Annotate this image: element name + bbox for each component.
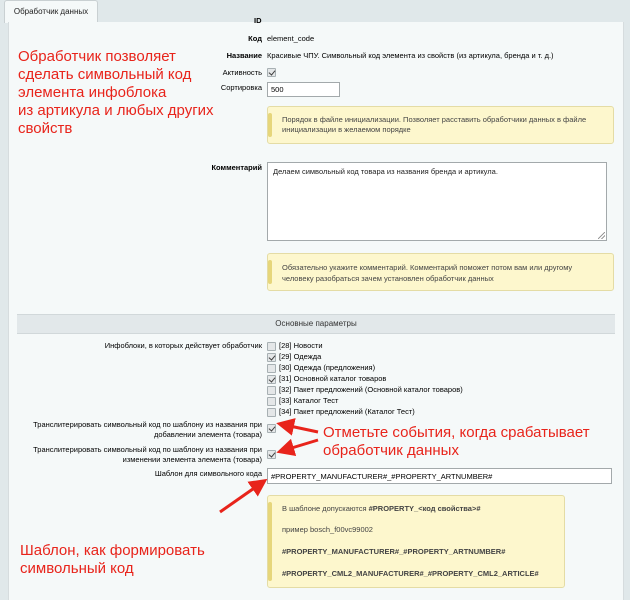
- iblock-label: [30] Одежда (предложения): [279, 363, 376, 372]
- annotation-overview-line2: сделать символьный код: [18, 66, 192, 83]
- annotation-template-line2: символьный код: [20, 560, 134, 577]
- code-value: element_code: [267, 34, 315, 43]
- translit-edit-label: [19, 445, 262, 465]
- translit-add-label: [19, 420, 262, 440]
- translit-edit-line1: Транслитерировать символьный код по шаблону из названия при: [33, 445, 262, 454]
- template-hint-prefix: В шаблоне допускаются: [282, 504, 369, 513]
- iblock-checkbox[interactable]: [267, 397, 276, 406]
- iblock-label: [29] Одежда: [279, 352, 322, 361]
- iblock-label: [32] Пакет предложений (Основной каталог товаров): [279, 385, 463, 394]
- iblock-checkbox[interactable]: [267, 375, 276, 384]
- annotation-overview-line1: Обработчик позволяет: [18, 48, 176, 65]
- template-hint-code: #PROPERTY_<код свойства>#: [368, 504, 481, 513]
- translit-edit-checkbox[interactable]: [267, 450, 276, 459]
- annotation-overview-line3: элемента инфоблока: [18, 84, 167, 101]
- annotation-overview-line5: свойств: [18, 120, 73, 137]
- iblocks-label: Инфоблоки, в которых действует обработчик: [104, 341, 262, 350]
- template-sample-2: #PROPERTY_CML2_MANUFACTURER#_#PROPERTY_CML2_ARTICLE#: [282, 569, 539, 578]
- iblock-checkbox[interactable]: [267, 342, 276, 351]
- comment-textarea[interactable]: [267, 162, 607, 241]
- name-value: Красивые ЧПУ. Символьный код элемента из свойств (из артикула, бренда и т. д.): [267, 51, 554, 60]
- template-sample-1: #PROPERTY_MANUFACTURER#_#PROPERTY_ARTNUMBER#: [282, 547, 506, 556]
- iblock-checkbox[interactable]: [267, 408, 276, 417]
- template-input[interactable]: #PROPERTY_MANUFACTURER#_#PROPERTY_ARTNUMBER#: [267, 468, 612, 484]
- comment-label: Комментарий: [211, 163, 262, 172]
- comment-note-text: Обязательно укажите комментарий. Комментарий поможет потом вам или другому человеку разобраться зачем установлен обработчик данных: [282, 263, 573, 283]
- translit-add-line2: добавлении элемента (товара): [153, 430, 262, 439]
- translit-edit-line2: изменении элемента элемента (товара): [122, 455, 262, 464]
- tab-data-handler[interactable]: Обработчик данных: [4, 0, 98, 23]
- comment-text: Делаем символьный код товара из названия бренда и артикула.: [273, 167, 498, 176]
- sort-input[interactable]: 500: [267, 82, 340, 97]
- annotation-overview: [18, 48, 218, 138]
- active-checkbox[interactable]: [267, 68, 276, 77]
- template-example: пример bosch_f00vc99002: [282, 525, 373, 534]
- sort-label: Сортировка: [220, 83, 262, 92]
- translit-add-checkbox[interactable]: [267, 424, 276, 433]
- tab-bar: [0, 0, 630, 22]
- translit-add-line1: Транслитерировать символьный код по шаблону из названия при: [33, 420, 262, 429]
- active-label: Активность: [222, 68, 262, 77]
- comment-note: [267, 253, 614, 291]
- annotation-events-line2: обработчик данных: [323, 442, 459, 459]
- iblock-label: [28] Новости: [279, 341, 323, 350]
- name-label: Название: [226, 51, 262, 60]
- annotation-events: [323, 424, 623, 460]
- iblock-checkbox[interactable]: [267, 386, 276, 395]
- iblock-label: [33] Каталог Тест: [279, 396, 339, 405]
- id-row-cut: ID: [254, 16, 262, 25]
- annotation-events-line1: Отметьте события, когда срабатывает: [323, 424, 590, 441]
- sort-note-text: Порядок в файле инициализации. Позволяет расставить обработчики данных в файле инициализации в желаемом порядке: [282, 115, 587, 134]
- code-label: Код: [248, 34, 262, 43]
- template-hint-note: [267, 495, 565, 588]
- iblock-label: [34] Пакет предложений (Каталог Тест): [279, 407, 415, 416]
- section-main-params: Основные параметры: [17, 314, 615, 334]
- template-hint-line: [282, 504, 554, 514]
- annotation-overview-line4: из артикула и любых других: [18, 102, 214, 119]
- annotation-template: [20, 542, 240, 578]
- annotation-template-line1: Шаблон, как формировать: [20, 542, 205, 559]
- template-label: Шаблон для символьного кода: [154, 469, 262, 478]
- resize-grip-icon[interactable]: [598, 232, 605, 239]
- iblock-checkbox[interactable]: [267, 353, 276, 362]
- iblock-label: [31] Основной каталог товаров: [279, 374, 387, 383]
- iblock-checkbox[interactable]: [267, 364, 276, 373]
- sort-note: [267, 106, 614, 144]
